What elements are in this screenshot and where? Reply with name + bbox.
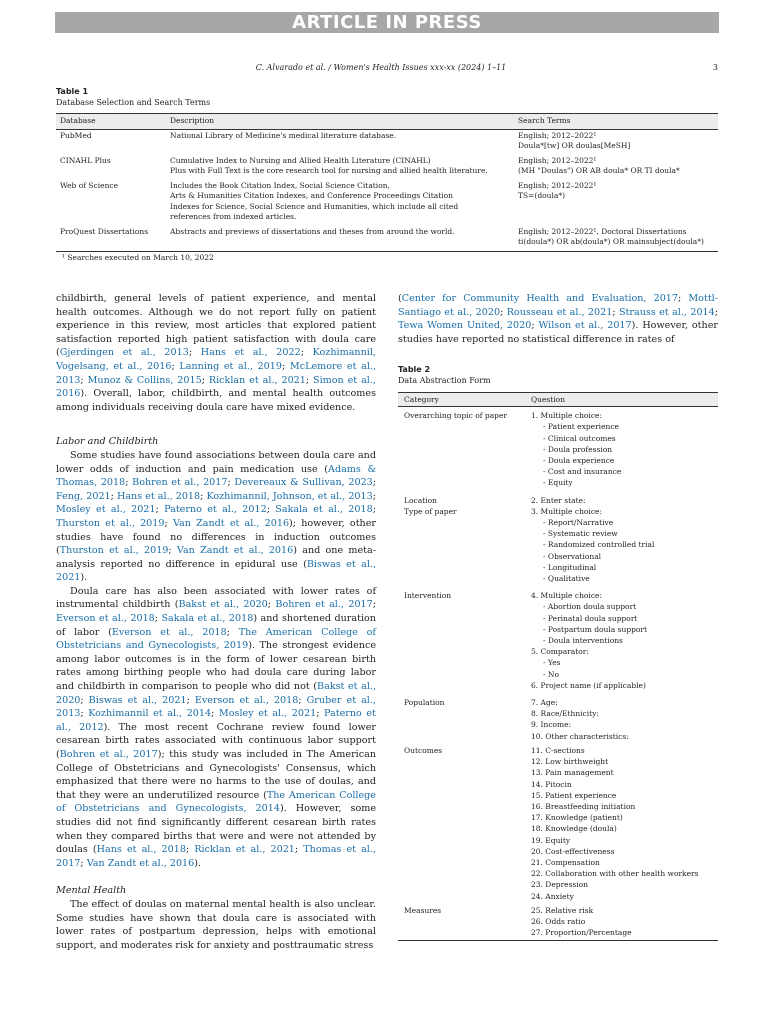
table2-question-line: 20. Cost-effectiveness	[531, 846, 615, 856]
table-row	[56, 155, 718, 180]
citation-link[interactable]: Ricklan et al., 2021	[194, 844, 295, 856]
table2-question-line: - Longitudinal	[543, 562, 597, 572]
table1-search-terms: English; 2012–2022¹ (MH "Doulas") OR AB doula* OR TI doula*	[518, 155, 680, 175]
table2-question-line: - Postpartum doula support	[543, 624, 648, 634]
table1-label: Table 1	[56, 87, 89, 96]
table2-question-line: 3. Multiple choice:	[531, 506, 602, 516]
table2-question-line: 14. Pitocin	[531, 779, 572, 789]
citation-link[interactable]: Bohren et al., 2017	[59, 749, 158, 760]
table1-search-terms: English; 2012–2022¹ Doula*[tw] OR doulas[MeSH]	[518, 130, 631, 150]
citation-link[interactable]: Kozhimannil, Vogelsang, et al., 2016	[56, 347, 376, 372]
citation-link[interactable]: Thomas et al., 2017	[56, 844, 376, 869]
table2-header-row	[398, 393, 718, 407]
citation-link[interactable]: Hans et al., 2022	[200, 347, 301, 359]
table2-question-line: - Perinatal doula support	[543, 613, 638, 623]
table2-question-line: 8. Race/Ethnicity:	[531, 709, 599, 719]
table2-question-line: - Abortion doula support	[543, 602, 637, 612]
citation-link[interactable]: Van Zandt et al., 2016	[176, 545, 294, 557]
table2-question-line: - Doula profession	[543, 444, 613, 454]
table-row	[398, 407, 718, 489]
table2-question-line: - Doula experience	[543, 456, 615, 466]
table2-question-line: 9. Income:	[531, 720, 572, 730]
table2-question-line: 16. Breastfeeding initiation	[531, 801, 636, 811]
citation-link[interactable]: Thurston et al., 2019	[59, 545, 169, 557]
table2-questions	[525, 742, 718, 902]
citation-link[interactable]: Everson et al., 2018	[56, 613, 155, 625]
table1-database: ProQuest Dissertations	[56, 226, 166, 252]
table1-header: Description	[166, 114, 514, 130]
table2-caption	[398, 364, 491, 386]
table2-question-line: - Equity	[543, 478, 573, 488]
paragraph: Doula care has also been associated with lower rates of instrumental childbirth (Bakst et al., 2020; Bohren et al., 2017; Everson et al., 2018; Sakala et al., 2018) and shortened duration of labor (Everson et al., 2018; The American College of Obstetricians and Gynecologists, 2019). The strongest evidence among labor outcomes is in the form of lower cesarean birth rates among birthing people who had doula care during labor and childbirth in comparison to people who did not (Bakst et al., 2020; Biswas et al., 2021; Everson et al., 2018; Gruber et al., 2013; Kozhimannil et al., 2014; Mosley et al., 2021; Paterno et al., 2012). The most recent Cochrane review found lower cesarean birth rates associated with continuous labor support (Bohren et al., 2017); this study was included in The American College of Obstetricians and Gynecologists' Consensus, which emphasized that there were no harms to the use of doulas, and that they were an underutilized resource (The American College of Obstetricians and Gynecologists, 2014). However, some studies did not find significantly different cesarean birth rates when they compared births that were and were not attended by doulas (Hans et al., 2018; Ricklan et al., 2021; Thomas et al., 2017; Van Zandt et al., 2016).	[56, 585, 377, 869]
table2-question-line: 1. Multiple choice:	[531, 411, 602, 421]
citation-link[interactable]: Paterno et al., 2012	[56, 708, 376, 733]
table-row	[398, 742, 718, 902]
citation-link[interactable]: The American College of Obstetricians and Gynecologists, 2019	[56, 626, 376, 652]
table2-question-line: 2. Enter state:	[531, 495, 586, 505]
table2-question-line: 23. Depression	[531, 880, 589, 890]
table2-question-line: - Observational	[543, 551, 602, 561]
citation-link[interactable]: Rousseau et al., 2021	[506, 306, 613, 318]
citation-link[interactable]: Sakala et al., 2018	[161, 613, 254, 625]
citation-link[interactable]: Mosley et al., 2021	[218, 708, 317, 720]
table1-header: Database	[56, 114, 166, 130]
citation-link[interactable]: Hans et al., 2018	[96, 844, 186, 856]
table2-question-line: 7. Age:	[531, 698, 558, 708]
table2-question-line: 18. Knowledge (doula)	[531, 824, 617, 834]
table2-header: Question	[525, 393, 718, 407]
citation-link[interactable]: Center for Community Health and Evaluation, 2017	[401, 293, 679, 304]
citation-link[interactable]: Mottl-Santiago et al., 2020	[398, 293, 718, 318]
citation-link[interactable]: Strauss et al., 2014	[618, 306, 715, 318]
table2-question-line: - Report/Narrative	[543, 518, 614, 528]
table1	[56, 113, 718, 252]
citation-link[interactable]: Bakst et al., 2020	[56, 681, 376, 706]
paragraph: The effect of doulas on maternal mental health is also unclear. Some studies have shown that doula care is associated with lower rates of postpartum depression, helps with emotional support, and moderates risk for anxiety and posttraumatic stress	[56, 898, 376, 951]
table-row	[398, 691, 718, 742]
table2-question-line: - Patient experience	[543, 422, 619, 432]
table2-question-line: - Systematic review	[543, 529, 618, 539]
citation-link[interactable]: Bohren et al., 2017	[275, 599, 373, 611]
citation-link[interactable]: Biswas et al., 2021	[88, 694, 187, 706]
table2-question-line: - Qualitative	[543, 574, 590, 584]
table2-question-line: 15. Patient experience	[531, 790, 617, 800]
running-head: C. Alvarado et al. / Women's Health Issues xxx-xx (2024) 1–11	[255, 63, 507, 72]
table1-search-terms: English; 2012–2022¹, Doctoral Dissertations ti(doula*) OR ab(doula*) OR mainsubject(doula*)	[514, 226, 718, 252]
table1-database: CINAHL Plus	[60, 155, 111, 165]
table2-title: Data Abstraction Form	[398, 376, 491, 385]
table2-question-line: 12. Low birthweight	[531, 757, 609, 767]
citation-link[interactable]: Wilson et al., 2017	[538, 320, 632, 332]
citation-link[interactable]: Lanning et al., 2019	[179, 360, 282, 372]
citation-link[interactable]: Everson et al., 2018	[194, 694, 299, 706]
table2-question-line: 27. Proportion/Percentage	[531, 928, 632, 938]
citation-link[interactable]: Devereaux & Sullivan, 2023	[234, 477, 373, 489]
citation-link[interactable]: Paterno et al., 2012	[164, 504, 267, 516]
table2-question-line: 11. C-sections	[531, 745, 585, 755]
citation-link[interactable]: Sakala et al., 2018	[275, 504, 373, 516]
table1-header: Search Terms	[514, 114, 718, 130]
citation-link[interactable]: Bakst et al., 2020	[178, 599, 268, 611]
table1-search-terms: English; 2012–2022¹ TS=(doula*)	[518, 180, 597, 200]
table2-question-line: 6. Project name (if applicable)	[531, 680, 646, 690]
table2-question-line: 21. Compensation	[531, 857, 600, 867]
table1-title: Database Selection and Search Terms	[56, 98, 211, 107]
citation-link[interactable]: Munoz & Collins, 2015	[87, 374, 202, 386]
citation-link[interactable]: Tewa Women United, 2020	[398, 320, 532, 332]
table2-question-line: 4. Multiple choice:	[531, 591, 602, 601]
page-number: 3	[712, 63, 718, 72]
table2-category: Intervention	[404, 591, 452, 601]
table2-question-line: - Randomized controlled trial	[543, 540, 655, 550]
citation-link[interactable]: Van Zandt et al., 2016	[86, 857, 195, 869]
section-heading-labor: Labor and Childbirth	[56, 436, 159, 448]
table2-question-line: 5. Comparator:	[531, 647, 589, 657]
citation-link[interactable]: Kozhimannil et al., 2014	[88, 708, 212, 720]
citation-link[interactable]: Kozhimannil, Johnson, et al., 2013	[206, 490, 373, 502]
citation-link[interactable]: The American College of Obstetricians and Gynecologists, 2014	[56, 789, 376, 815]
table2-category: Outcomes	[404, 745, 443, 755]
table1-description: Abstracts and previews of dissertations and theses from around the world.	[166, 226, 514, 252]
citation-link[interactable]: Feng, 2021	[56, 490, 111, 502]
citation-link[interactable]: Gruber et al., 2013	[56, 694, 376, 720]
citation-link[interactable]: McLemore et al., 2013	[56, 360, 376, 386]
table2-question-line: 17. Knowledge (patient)	[531, 813, 623, 823]
table2-questions	[525, 902, 718, 941]
table-row	[398, 902, 718, 941]
right-column	[398, 292, 718, 346]
table2-category: Location Type of paper	[404, 495, 457, 516]
table2-category: Overarching topic of paper	[404, 411, 507, 421]
table2-question-line: 25. Relative risk	[531, 905, 594, 915]
table1-header-row	[56, 114, 718, 130]
table2-question-line: - Clinical outcomes	[543, 433, 616, 443]
citation-link[interactable]: Bohren et al., 2017	[132, 477, 228, 489]
table2-question-line: - Yes	[543, 658, 561, 668]
table2-questions	[525, 584, 718, 691]
citation-link[interactable]: Everson et al., 2018	[111, 626, 227, 638]
table2-category: Measures	[398, 902, 525, 941]
citation-link[interactable]: Ricklan et al., 2021	[208, 374, 306, 386]
table2-question-line: - Doula interventions	[543, 636, 623, 646]
table-row	[398, 489, 718, 585]
table1-caption	[56, 86, 210, 108]
table-row	[56, 129, 718, 155]
table2-body	[398, 407, 718, 941]
table-row	[56, 180, 718, 226]
citation-link[interactable]: Thurston et al., 2019	[56, 517, 165, 529]
citation-link[interactable]: Mosley et al., 2021	[56, 504, 156, 516]
citation-link[interactable]: Simon et al., 2016	[56, 374, 376, 400]
table2-question-line: 22. Collaboration with other health workers	[531, 869, 699, 879]
table1-description: Includes the Book Citation Index, Social Science Citation, Arts & Humanities Citation Indexes, and Conference Proceedings Citation Indexes for Science, Social Science and Humanities, which include all cited references from indexed articles.	[170, 180, 459, 221]
article-in-press-banner: ARTICLE IN PRESS	[55, 12, 719, 33]
table1-footnote: ¹ Searches executed on March 10, 2022	[62, 253, 214, 262]
table2	[398, 392, 718, 941]
citation-link[interactable]: Van Zandt et al., 2016	[172, 517, 290, 529]
paragraph: childbirth, general levels of patient experience, and mental health outcomes. Although we do not report fully on patient experience in this review, most articles that explored patient satisfaction reported high patient satisfaction with doula care (Gjerdingen et al., 2013; Hans et al., 2022; Kozhimannil, Vogelsang, et al., 2016; Lanning et al., 2019; McLemore et al., 2013; Munoz & Collins, 2015; Ricklan et al., 2021; Simon et al., 2016). Overall, labor, childbirth, and mental health outcomes among individuals receiving doula care have mixed evidence.	[56, 293, 376, 413]
table2-question-line: 26. Odds ratio	[531, 916, 586, 926]
table1-description: National Library of Medicine's medical literature database.	[170, 130, 397, 140]
table2-questions	[525, 407, 718, 489]
table2-question-line: - Cost and insurance	[543, 467, 622, 477]
table1-database: PubMed	[60, 130, 92, 140]
paragraph: (Center for Community Health and Evaluation, 2017; Mottl-Santiago et al., 2020; Rousseau et al., 2021; Strauss et al., 2014; Tewa Women United, 2020; Wilson et al., 2017). However, other studies have reported no statistical difference in rates of	[398, 293, 718, 345]
table2-question-line: 19. Equity	[531, 835, 571, 845]
citation-link[interactable]: Hans et al., 2018	[116, 490, 201, 502]
table2-label: Table 2	[398, 365, 431, 374]
citation-link[interactable]: Biswas et al., 2021	[56, 558, 377, 584]
paragraph: Some studies have found associations between doula care and lower odds of induction and pain medication use (Adams & Thomas, 2018; Bohren et al., 2017; Devereaux & Sullivan, 2023; Feng, 2021; Hans et al., 2018; Kozhimannil, Johnson, et al., 2013; Mosley et al., 2021; Paterno et al., 2012; Sakala et al., 2018; Thurston et al., 2019; Van Zandt et al., 2016); however, other studies have found no differences in induction outcomes (Thurston et al., 2019; Van Zandt et al., 2016) and one meta-analysis reported no difference in epidural use (Biswas et al., 2021).	[56, 449, 377, 584]
table2-category: Population	[404, 698, 445, 708]
table2-question-line: - No	[543, 669, 559, 679]
left-column	[56, 292, 376, 952]
table-row	[398, 584, 718, 691]
table2-header: Category	[398, 393, 525, 407]
citation-link[interactable]: Adams & Thomas, 2018	[56, 463, 376, 489]
table2-questions	[525, 489, 718, 585]
section-heading-mental-health: Mental Health	[56, 885, 127, 897]
citation-link[interactable]: Gjerdingen et al., 2013	[59, 347, 189, 359]
table1-description: Cumulative Index to Nursing and Allied Health Literature (CINAHL) Plus with Full Text is the core research tool for nursing and allied health literature.	[170, 155, 488, 175]
table-row	[56, 226, 718, 252]
table2-question-line: 24. Anxiety	[531, 891, 574, 901]
table1-database: Web of Science	[60, 180, 119, 190]
table2-questions	[525, 691, 718, 742]
table2-question-line: 10. Other characteristics:	[531, 731, 629, 741]
table2-question-line: 13. Pain management	[531, 768, 614, 778]
